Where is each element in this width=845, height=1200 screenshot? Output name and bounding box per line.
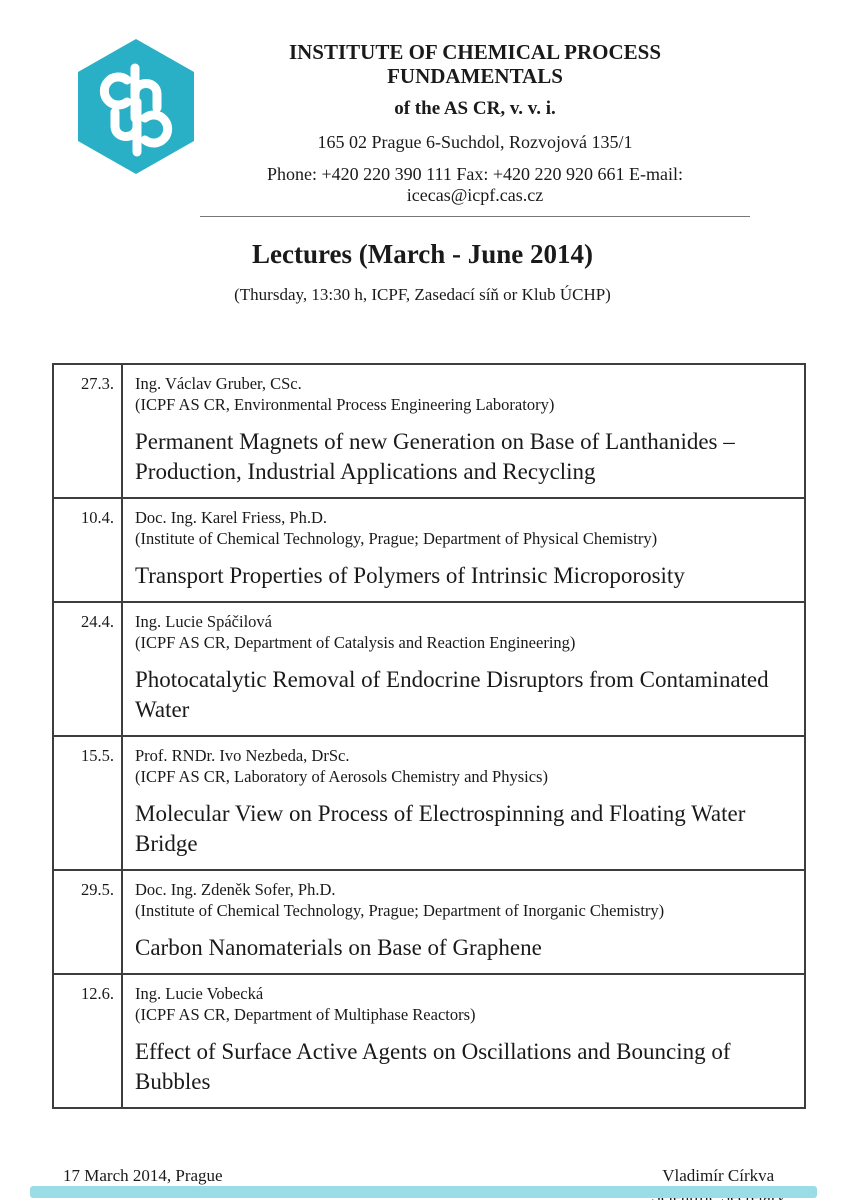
table-row — [53, 736, 805, 870]
lecture-affiliation: (ICPF AS CR, Environmental Process Engineering Laboratory) — [135, 395, 555, 414]
lecture-date: 29.5. — [53, 870, 122, 974]
lecture-cell — [122, 498, 805, 602]
lecture-title: Effect of Surface Active Agents on Oscillations and Bouncing of Bubbles — [135, 1039, 731, 1094]
lecture-affiliation: (Institute of Chemical Technology, Prague; Department of Inorganic Chemistry) — [135, 901, 665, 920]
lecture-title: Permanent Magnets of new Generation on Base of Lanthanides – Production, Industrial Applications and Recycling — [135, 429, 735, 484]
lectures-table — [52, 363, 806, 1109]
lecture-title: Transport Properties of Polymers of Intrinsic Microporosity — [135, 563, 685, 588]
table-row — [53, 870, 805, 974]
table-row — [53, 364, 805, 498]
footer-date-place: 17 March 2014, Prague — [63, 1166, 223, 1185]
lecture-date: 27.3. — [53, 364, 122, 498]
lecture-title: Molecular View on Process of Electrospinning and Floating Water Bridge — [135, 801, 746, 856]
lecture-affiliation: (ICPF AS CR, Laboratory of Aerosols Chemistry and Physics) — [135, 767, 548, 786]
header-divider — [200, 216, 750, 217]
table-row — [53, 498, 805, 602]
lecture-date: 12.6. — [53, 974, 122, 1108]
lecture-cell — [122, 974, 805, 1108]
icpf-logo — [75, 38, 197, 175]
lecture-cell — [122, 736, 805, 870]
institute-subname: of the AS CR, v. v. i. — [394, 98, 556, 119]
signature-name: Vladimír Církva — [662, 1166, 775, 1185]
lecture-cell — [122, 602, 805, 736]
lecture-speaker: Ing. Lucie Vobecká — [135, 984, 264, 1003]
bottom-accent-strip — [30, 1186, 817, 1198]
lecture-cell — [122, 364, 805, 498]
lecture-speaker: Doc. Ing. Zdeněk Sofer, Ph.D. — [135, 880, 336, 899]
table-row — [53, 974, 805, 1108]
lecture-date: 10.4. — [53, 498, 122, 602]
table-row — [53, 602, 805, 736]
icpf-logo-icon — [75, 38, 197, 175]
lecture-affiliation: (ICPF AS CR, Department of Multiphase Reactors) — [135, 1005, 476, 1024]
institute-name: INSTITUTE OF CHEMICAL PROCESS FUNDAMENTALS — [288, 40, 662, 88]
page-subtitle: (Thursday, 13:30 h, ICPF, Zasedací síň or Klub ÚCHP) — [234, 285, 611, 304]
lecture-affiliation: (Institute of Chemical Technology, Prague; Department of Physical Chemistry) — [135, 529, 658, 548]
lecture-date: 24.4. — [53, 602, 122, 736]
lecture-speaker: Prof. RNDr. Ivo Nezbeda, DrSc. — [135, 746, 350, 765]
lecture-cell — [122, 870, 805, 974]
lecture-title: Photocatalytic Removal of Endocrine Disruptors from Contaminated Water — [135, 667, 769, 722]
lecture-date: 15.5. — [53, 736, 122, 870]
lecture-speaker: Ing. Václav Gruber, CSc. — [135, 374, 302, 393]
institute-contact: Phone: +420 220 390 111 Fax: +420 220 920 661 E-mail: icecas@icpf.cas.cz — [267, 164, 683, 205]
lecture-speaker: Ing. Lucie Spáčilová — [135, 612, 272, 631]
page-title: Lectures (March - June 2014) — [252, 239, 593, 269]
letterhead — [200, 0, 750, 217]
lecture-affiliation: (ICPF AS CR, Department of Catalysis and Reaction Engineering) — [135, 633, 576, 652]
lecture-title: Carbon Nanomaterials on Base of Graphene — [135, 935, 542, 960]
institute-address: 165 02 Prague 6-Suchdol, Rozvojová 135/1 — [317, 132, 633, 152]
lecture-speaker: Doc. Ing. Karel Friess, Ph.D. — [135, 508, 328, 527]
